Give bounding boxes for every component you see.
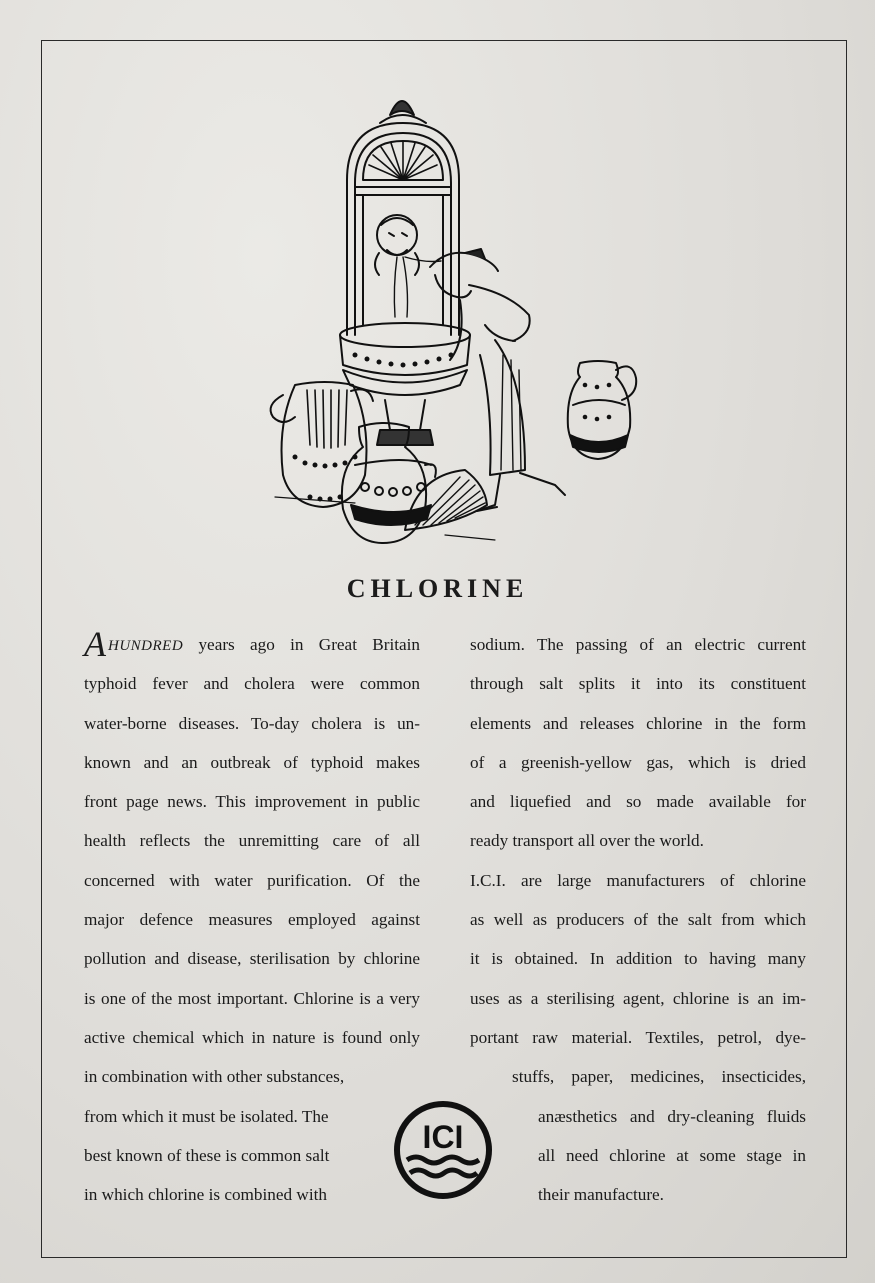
body-line: through salt splits it into its constituent: [470, 674, 806, 694]
body-line: it is obtained. In addition to having many: [470, 949, 806, 969]
body-line: ready transport all over the world.: [470, 831, 704, 851]
body-line: portant raw material. Textiles, petrol, dye-: [470, 1027, 806, 1047]
body-line: as well as producers of the salt from which: [470, 910, 806, 930]
ici-logo-icon: [393, 1100, 493, 1200]
body-line: from which it must be isolated. The: [84, 1106, 329, 1126]
body-line: major defence measures employed against: [84, 910, 420, 930]
logo-text: ICI: [422, 1119, 464, 1155]
left-body-column: [84, 625, 420, 1214]
body-line: sodium. The passing of an electric current: [470, 635, 806, 654]
body-line-text: years ago in Great Britain: [183, 635, 420, 654]
body-line: in which chlorine is combined with: [84, 1185, 327, 1205]
body-line: typhoid fever and cholera were common: [84, 674, 420, 694]
body-line: known and an outbreak of typhoid makes: [84, 752, 420, 772]
body-line: water-borne diseases. To-day cholera is un-: [84, 713, 420, 733]
body-line: active chemical which in nature is found only: [84, 1027, 420, 1047]
body-line: of a greenish-yellow gas, which is dried: [470, 752, 806, 772]
body-line: their manufacture.: [538, 1185, 664, 1205]
fountain-girl-drinking-illustration: [255, 85, 655, 550]
body-line: is one of the most important. Chlorine is a very: [84, 988, 420, 1008]
body-line: health reflects the unremitting care of all: [84, 831, 420, 851]
body-line: I.C.I. are large manufacturers of chlorine: [470, 870, 806, 890]
body-line: elements and releases chlorine in the form: [470, 713, 806, 733]
body-line: [84, 625, 420, 664]
body-line: front page news. This improvement in public: [84, 792, 420, 812]
body-line: in combination with other substances,: [84, 1067, 345, 1087]
body-line: concerned with water purification. Of the: [84, 870, 420, 890]
body-line: stuffs, paper, medicines, insecticides,: [512, 1067, 806, 1087]
body-line: all need chlorine at some stage in: [538, 1145, 806, 1165]
body-line: best known of these is common salt: [84, 1145, 330, 1165]
advert-title: CHLORINE: [346, 574, 529, 603]
lead-word: HUNDRED: [108, 638, 184, 654]
right-body-column: [470, 625, 806, 1214]
body-line: and liquefied and so made available for: [470, 792, 806, 812]
body-line: uses as a sterilising agent, chlorine is an im-: [470, 988, 806, 1008]
body-line: pollution and disease, sterilisation by chlorine: [84, 949, 420, 969]
drop-cap: A: [84, 624, 106, 664]
body-line: anæsthetics and dry-cleaning fluids: [538, 1106, 806, 1126]
